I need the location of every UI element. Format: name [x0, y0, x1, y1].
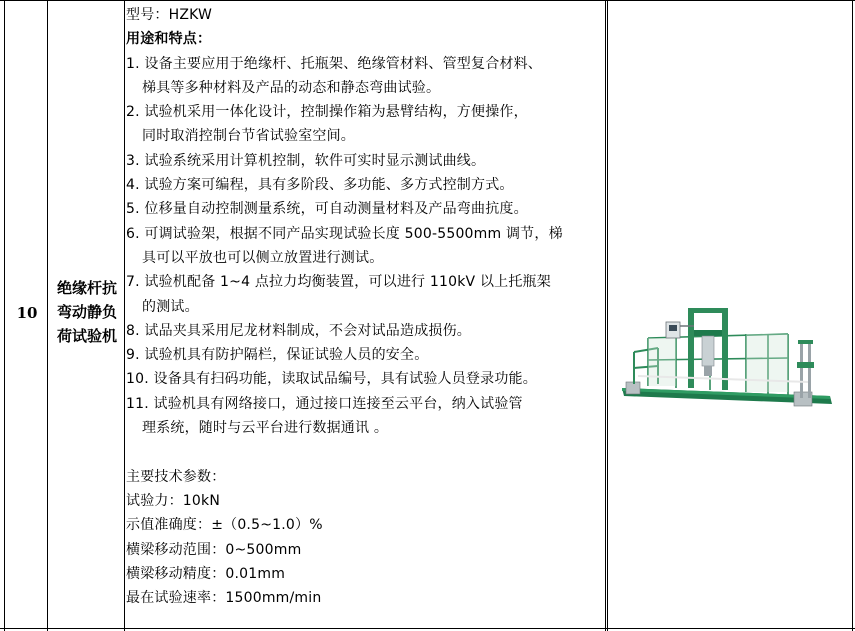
feature-8: 8. 试品夹具采用尼龙材料制成，不会对试品造成损伤。 — [126, 322, 472, 339]
params-title: 主要技术参数： — [126, 468, 226, 485]
param-crossbeam-precision: 横梁移动精度：0.01mm — [126, 565, 286, 582]
product-name-line-3: 荷试验机 — [56, 327, 117, 345]
feature-4: 4. 试验方案可编程，具有多阶段、多功能、多方式控制方式。 — [126, 177, 514, 194]
blank-spacer — [126, 440, 604, 464]
table-border-left — [4, 0, 5, 631]
row-border-bottom — [0, 628, 855, 629]
model-line — [126, 3, 604, 27]
feature-6-cont: 具可以平放也可以侧立放置进行测试。 — [142, 249, 384, 266]
feature-10: 10. 设备具有扫码功能，读取试品编号，具有试验人员登录功能。 — [126, 371, 537, 388]
feature-11-cont: 理系统，随时与云平台进行数据通讯 。 — [142, 420, 389, 437]
feature-6: 6. 可调试验架，根据不同产品实现试验长度 500-5500mm 调节，梯 — [126, 225, 563, 242]
feature-1: 1. 设备主要应用于绝缘杆、托瓶架、绝缘管材料、管型复合材料、 — [126, 55, 543, 72]
model-text: 型号：HZKW — [126, 7, 213, 23]
product-name-line-1: 绝缘杆抗 — [56, 279, 117, 297]
feature-5: 5. 位移量自动控制测量系统，可自动测量材料及产品弯曲抗度。 — [126, 201, 528, 218]
param-max-speed: 最在试验速率：1500mm/min — [126, 590, 322, 607]
feature-2: 2. 试验机采用一体化设计，控制操作箱为悬臂结构，方便操作， — [126, 104, 528, 121]
feature-7-cont: 的测试。 — [142, 298, 199, 315]
feature-1-cont: 梯具等多种材料及产品的动态和静态弯曲试验。 — [142, 79, 441, 96]
right-post — [797, 340, 814, 398]
column-divider-3b — [607, 0, 608, 631]
feature-2-cont: 同时取消控制台节省试验室空间。 — [142, 128, 355, 145]
feature-7: 7. 试验机配备 1~4 点拉力均衡装置，可以进行 110kV 以上托瓶架 — [126, 274, 551, 291]
table-border-right — [852, 0, 853, 631]
feature-11: 11. 试验机具有网络接口，通过接口连接至云平台，纳入试验管 — [126, 395, 523, 412]
column-divider-3 — [605, 0, 606, 631]
column-divider-1 — [47, 0, 48, 631]
feature-3: 3. 试验系统采用计算机控制，软件可实时显示测试曲线。 — [126, 152, 486, 169]
param-crossbeam-range: 横梁移动范围：0~500mm — [126, 541, 302, 558]
param-accuracy: 示值准确度：±（0.5~1.0）% — [126, 517, 323, 534]
feature-9: 9. 试验机具有防护隔栏，保证试验人员的安全。 — [126, 347, 429, 364]
param-test-force: 试验力：10kN — [126, 492, 220, 509]
row-number: 10 — [16, 304, 38, 322]
description-cell — [126, 3, 604, 610]
usage-title: 用途和特点： — [126, 31, 212, 48]
testing-machine-image — [618, 300, 843, 420]
row-border-top — [0, 0, 855, 1]
product-name — [49, 276, 125, 348]
product-name-line-2: 弯动静负 — [56, 303, 117, 321]
